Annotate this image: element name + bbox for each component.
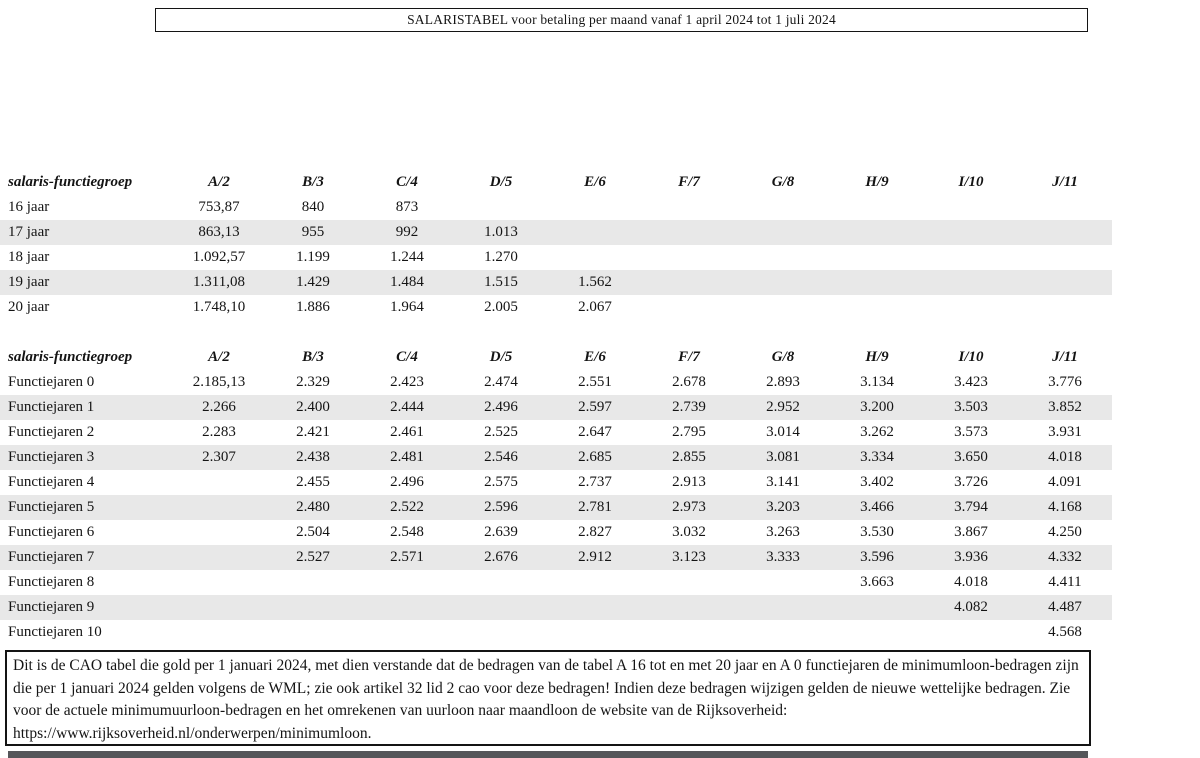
salary-cell: 1.964 [390,299,424,315]
row-label: Functiejaren 2 [8,424,95,440]
salary-cell: 3.333 [766,549,800,565]
column-header: G/8 [771,174,795,190]
column-header: H/9 [865,349,889,365]
document-title-box [155,8,1088,32]
table-row [0,370,1112,395]
salary-cell: 2.444 [390,399,424,415]
salary-cell [172,595,266,620]
salary-cell [1018,220,1112,245]
salary-cell: 2.912 [578,549,612,565]
salary-cell: 2.480 [296,499,330,515]
salary-cell [924,220,1018,245]
column-header: E/6 [584,349,606,365]
age-table-body [0,195,1112,320]
salary-cell: 2.185,13 [192,374,246,390]
salary-cell [360,620,454,645]
salary-cell: 2.474 [484,374,518,390]
salary-cell: 3.776 [1048,374,1082,390]
salary-cell: 2.455 [296,474,330,490]
function-table-header-row [0,345,1112,370]
row-label: 17 jaar [8,224,50,240]
salary-cell: 992 [395,224,419,240]
table-row [0,470,1112,495]
salary-cell: 2.461 [390,424,424,440]
salary-cell: 2.421 [296,424,330,440]
salary-cell [266,570,360,595]
salary-cell [548,245,642,270]
salary-cell: 3.334 [860,449,894,465]
salary-cell: 2.795 [672,424,706,440]
salary-cell: 2.548 [390,524,424,540]
salary-cell: 2.504 [296,524,330,540]
salary-cell: 3.530 [860,524,894,540]
salary-cell: 3.134 [860,374,894,390]
salary-cell: 2.266 [202,399,236,415]
column-header: B/3 [302,349,324,365]
salary-cell: 2.283 [202,424,236,440]
column-header: G/8 [771,349,795,365]
salary-cell [924,270,1018,295]
salary-cell [172,470,266,495]
salary-cell: 3.726 [954,474,988,490]
column-header: H/9 [865,174,889,190]
salary-cell: 2.307 [202,449,236,465]
salary-cell [830,270,924,295]
salary-cell: 2.685 [578,449,612,465]
salary-cell [454,595,548,620]
salary-cell: 2.678 [672,374,706,390]
salary-cell: 4.487 [1048,599,1082,615]
salary-cell [172,620,266,645]
row-label: Functiejaren 0 [8,374,95,390]
salary-cell [172,545,266,570]
column-header: F/7 [678,349,700,365]
salary-cell: 1.270 [484,249,518,265]
salary-cell [736,620,830,645]
column-header: D/5 [489,349,513,365]
salary-cell: 2.522 [390,499,424,515]
salary-cell [548,195,642,220]
salary-cell: 3.014 [766,424,800,440]
salary-cell [642,595,736,620]
salary-cell: 3.123 [672,549,706,565]
salary-cell: 4.018 [954,574,988,590]
salary-cell: 4.082 [954,599,988,615]
row-label: Functiejaren 8 [8,574,95,590]
salary-cell [924,195,1018,220]
row-label: 19 jaar [8,274,50,290]
salary-cell: 2.575 [484,474,518,490]
salary-cell [360,570,454,595]
salary-cell: 1.429 [296,274,330,290]
salary-cell: 840 [301,199,325,215]
function-years-salary-table [0,345,1112,645]
salary-cell: 3.650 [954,449,988,465]
salary-cell: 2.676 [484,549,518,565]
salary-cell [172,520,266,545]
salary-cell [642,245,736,270]
salary-cell [736,220,830,245]
salary-cell [642,620,736,645]
row-label: Functiejaren 9 [8,599,95,615]
column-header: A/2 [208,174,230,190]
table-row [0,420,1112,445]
salary-cell [924,620,1018,645]
salary-cell: 1.562 [578,274,612,290]
salary-cell: 1.515 [484,274,518,290]
salary-cell: 2.781 [578,499,612,515]
footnote-text: Dit is de CAO tabel die gold per 1 januari 2024, met dien verstande dat de bedragen van de tabel A 16 tot en met 20 jaar en A 0 functiejaren de minimumloon-bedragen zijn die per 1 januari 2024 gelden volgens de WML; zie ook artikel 32 lid 2 cao voor deze bedragen! Indien deze bedragen wijzigen gelden de nieuwe wettelijke bedragen. Zie voor de actuele minimumuurloon-bedragen en het omrekenen van uurloon naar maandloon de website van de Rijksoverheid: https://www.rijksoverheid.nl/onderwerpen/minimumloon. [13,657,1079,742]
row-label: 18 jaar [8,249,50,265]
salary-cell [642,270,736,295]
row-label: Functiejaren 7 [8,549,95,565]
salary-cell: 3.794 [954,499,988,515]
salary-cell [1018,270,1112,295]
row-label: Functiejaren 10 [8,624,102,640]
table-row [0,445,1112,470]
column-header: B/3 [302,174,324,190]
row-label: 16 jaar [8,199,50,215]
salary-cell [830,195,924,220]
salary-cell: 2.913 [672,474,706,490]
salary-cell: 3.931 [1048,424,1082,440]
column-header: J/11 [1052,349,1078,365]
table-row [0,545,1112,570]
age-table-header-row [0,170,1112,195]
salary-cell [642,295,736,320]
salary-cell: 3.503 [954,399,988,415]
salary-cell [548,620,642,645]
salary-cell: 1.244 [390,249,424,265]
salary-cell: 1.092,57 [192,249,246,265]
row-group-header: salaris-functiegroep [8,349,133,365]
salary-cell [830,595,924,620]
salary-cell: 4.168 [1048,499,1082,515]
salary-cell: 3.867 [954,524,988,540]
column-header: C/4 [396,174,418,190]
salary-cell [830,245,924,270]
next-section-top-border [8,751,1088,758]
salary-cell [924,245,1018,270]
salary-cell: 2.481 [390,449,424,465]
salary-cell: 2.639 [484,524,518,540]
column-header: I/10 [958,349,984,365]
salary-cell: 4.332 [1048,549,1082,565]
table-row [0,195,1112,220]
salary-cell: 3.141 [766,474,800,490]
salary-cell: 2.551 [578,374,612,390]
salary-cell: 3.596 [860,549,894,565]
salary-cell: 2.067 [578,299,612,315]
salary-cell: 2.527 [296,549,330,565]
column-header: E/6 [584,174,606,190]
salary-cell: 2.597 [578,399,612,415]
salary-cell [642,195,736,220]
salary-cell: 2.438 [296,449,330,465]
salary-cell: 3.852 [1048,399,1082,415]
salary-cell [736,570,830,595]
salary-cell: 2.525 [484,424,518,440]
salary-cell [736,195,830,220]
row-label: Functiejaren 1 [8,399,95,415]
salary-cell: 2.571 [390,549,424,565]
salary-cell: 3.200 [860,399,894,415]
column-header: J/11 [1052,174,1078,190]
salary-cell [736,245,830,270]
table-row [0,270,1112,295]
salary-cell: 3.262 [860,424,894,440]
salary-cell: 2.423 [390,374,424,390]
salary-cell [454,620,548,645]
column-header: D/5 [489,174,513,190]
salary-cell: 1.748,10 [192,299,246,315]
salary-cell: 2.855 [672,449,706,465]
salary-cell [924,295,1018,320]
salary-cell: 3.663 [860,574,894,590]
row-label: 20 jaar [8,299,50,315]
table-row [0,395,1112,420]
salary-cell: 4.018 [1048,449,1082,465]
table-row [0,495,1112,520]
salary-cell [642,220,736,245]
salary-cell [1018,245,1112,270]
salary-cell: 2.647 [578,424,612,440]
salary-cell [454,570,548,595]
salary-cell [1018,195,1112,220]
salary-cell [1018,295,1112,320]
row-label: Functiejaren 5 [8,499,95,515]
salary-cell: 2.596 [484,499,518,515]
row-group-header: salaris-functiegroep [8,174,133,190]
salary-cell: 2.973 [672,499,706,515]
salary-cell: 863,13 [198,224,240,240]
salary-cell: 4.411 [1048,574,1082,590]
column-header: C/4 [396,349,418,365]
salary-cell: 873 [395,199,419,215]
table-row [0,245,1112,270]
salary-cell: 2.827 [578,524,612,540]
function-table-body [0,370,1112,645]
salary-cell [172,495,266,520]
salary-cell: 753,87 [198,199,240,215]
column-header: A/2 [208,349,230,365]
salary-cell [548,220,642,245]
salary-cell [548,595,642,620]
salary-cell: 2.496 [390,474,424,490]
table-row [0,570,1112,595]
salary-cell: 3.423 [954,374,988,390]
row-label: Functiejaren 3 [8,449,95,465]
salary-cell: 4.091 [1048,474,1082,490]
salary-cell [830,220,924,245]
salary-cell: 1.199 [296,249,330,265]
salary-cell: 3.466 [860,499,894,515]
salary-cell: 955 [301,224,325,240]
table-row [0,220,1112,245]
salary-cell [830,295,924,320]
salary-cell [736,295,830,320]
salary-cell: 1.311,08 [193,274,245,290]
document-title: SALARISTABEL voor betaling per maand vanaf 1 april 2024 tot 1 juli 2024 [407,12,836,27]
salary-cell: 1.484 [390,274,424,290]
salary-cell: 3.032 [672,524,706,540]
salary-cell: 4.568 [1048,624,1082,640]
salary-cell [736,270,830,295]
table-row [0,620,1112,645]
salary-cell [736,595,830,620]
salary-cell [454,195,548,220]
salary-cell: 4.250 [1048,524,1082,540]
salary-cell [360,595,454,620]
salary-cell [548,570,642,595]
table-row [0,295,1112,320]
footnote-box [5,650,1091,746]
salary-cell: 2.496 [484,399,518,415]
salary-cell: 2.737 [578,474,612,490]
salary-cell [266,595,360,620]
column-header: I/10 [958,174,984,190]
salary-cell: 3.573 [954,424,988,440]
salary-cell: 3.402 [860,474,894,490]
salary-cell: 2.329 [296,374,330,390]
table-row [0,520,1112,545]
salary-cell: 2.952 [766,399,800,415]
salary-cell [172,570,266,595]
salary-cell: 3.936 [954,549,988,565]
salary-cell: 1.886 [296,299,330,315]
age-salary-table [0,170,1112,320]
column-header: F/7 [678,174,700,190]
salary-cell: 2.546 [484,449,518,465]
salary-cell [266,620,360,645]
salary-cell: 2.005 [484,299,518,315]
salary-cell: 1.013 [484,224,518,240]
table-row [0,595,1112,620]
salary-cell: 3.203 [766,499,800,515]
salary-cell [642,570,736,595]
salary-cell: 2.893 [766,374,800,390]
salary-cell: 2.400 [296,399,330,415]
salary-cell: 3.081 [766,449,800,465]
salary-cell: 3.263 [766,524,800,540]
salary-cell: 2.739 [672,399,706,415]
row-label: Functiejaren 4 [8,474,95,490]
salary-cell [830,620,924,645]
row-label: Functiejaren 6 [8,524,95,540]
